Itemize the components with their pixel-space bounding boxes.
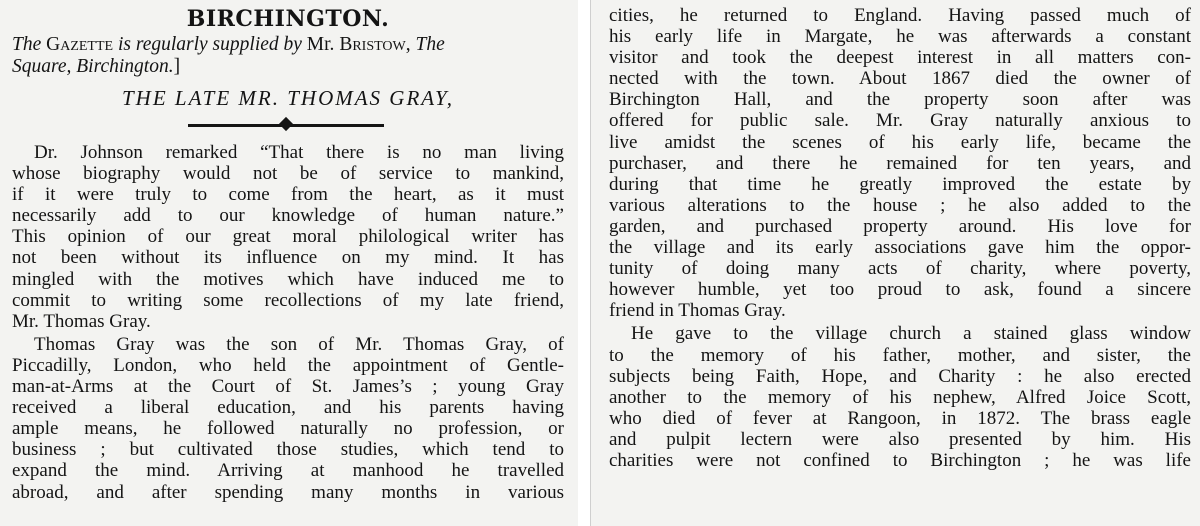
supply-gazette: Gazette bbox=[46, 34, 114, 55]
ornamental-rule bbox=[12, 116, 564, 134]
text-line: Thomas Gray was the son of Mr. Thomas Gray, of bbox=[34, 333, 564, 355]
text-line: subjects being Faith, Hope, and Charity : he also erected bbox=[609, 365, 1191, 387]
paragraph-biography bbox=[12, 334, 564, 513]
text-line: friend in Thomas Gray. bbox=[609, 300, 786, 322]
text-line: live amidst the scenes of his early life, became the bbox=[609, 131, 1191, 153]
text-line: garden, and purchased property around. His love for bbox=[609, 215, 1191, 237]
paragraph-birchington-hall bbox=[609, 5, 1191, 321]
text-line: the village and its early associations gave him the oppor- bbox=[609, 237, 1191, 259]
cut-off-line bbox=[609, 471, 1191, 481]
left-column bbox=[0, 0, 579, 526]
text-line: purchaser, and there he remained for ten years, and bbox=[609, 152, 1191, 174]
text-line: Mr. Thomas Gray. bbox=[12, 310, 151, 332]
supply-place-start: The bbox=[415, 34, 445, 55]
supply-place: Square, Birchington. bbox=[12, 56, 174, 77]
supply-bracket: ] bbox=[173, 56, 181, 77]
paragraph-church-gifts bbox=[609, 323, 1191, 481]
rule-diamond-icon bbox=[279, 117, 293, 131]
text-line: received a liberal education, and his parents having bbox=[12, 397, 564, 419]
column-gutter bbox=[578, 0, 590, 526]
cut-off-line bbox=[12, 503, 564, 513]
text-line: Birchington Hall, and the property soon after was bbox=[609, 89, 1191, 111]
text-line: Dr. Johnson remarked “That there is no man living bbox=[34, 142, 564, 163]
supply-name: Bristow bbox=[339, 34, 406, 55]
text-line: tunity of doing many acts of charity, where poverty, bbox=[609, 258, 1191, 280]
text-line: He gave to the village church a stained glass window bbox=[631, 323, 1191, 345]
text-line: whose biography would not be of service to mankind, bbox=[12, 163, 564, 185]
right-column bbox=[590, 0, 1200, 526]
text-line: during that time he greatly improved the estate by bbox=[609, 173, 1191, 195]
text-line: commit to writing some recollections of my late friend, bbox=[12, 289, 564, 311]
supply-notice bbox=[12, 34, 564, 78]
article-title: THE LATE MR. THOMAS GRAY, bbox=[122, 86, 454, 110]
text-line: however humble, yet too proud to ask, found a sincere bbox=[609, 279, 1191, 301]
text-line: his early life in Margate, he was afterwards a constant bbox=[609, 26, 1191, 48]
text-line: abroad, and after spending many months in various bbox=[12, 481, 564, 503]
text-line: who died of fever at Rangoon, in 1872. The brass eagle bbox=[609, 407, 1191, 429]
text-line: expand the mind. Arriving at manhood he travelled bbox=[12, 460, 564, 482]
supply-mr: Mr. bbox=[306, 34, 340, 55]
text-line: ample means, he followed naturally no profession, or bbox=[12, 418, 564, 440]
text-line: if it were truly to come from the heart, as it must bbox=[12, 184, 564, 206]
text-line: nected with the town. About 1867 died the owner of bbox=[609, 68, 1191, 90]
text-line: to the memory of his father, mother, and sister, the bbox=[609, 344, 1191, 366]
supply-text: is regularly supplied by bbox=[113, 34, 307, 55]
text-line: This opinion of our great moral philological writer has bbox=[12, 226, 564, 248]
supply-the: The bbox=[12, 34, 47, 55]
supply-comma: , bbox=[405, 34, 416, 55]
paragraph-johnson bbox=[12, 142, 564, 332]
text-line: charities were not confined to Birchington ; he was life bbox=[609, 449, 1191, 471]
text-line: man-at-Arms at the Court of St. James’s ; young Gray bbox=[12, 376, 564, 398]
text-line: necessarily add to our knowledge of human nature.” bbox=[12, 205, 564, 227]
text-line: various alterations to the house ; he also added to the bbox=[609, 194, 1191, 216]
section-heading: BIRCHINGTON. bbox=[186, 6, 390, 32]
text-line: and pulpit lectern were also presented by him. His bbox=[609, 428, 1191, 450]
text-line: business ; but cultivated those studies, which tend to bbox=[12, 439, 564, 461]
text-line: not been without its influence on my mind. It has bbox=[12, 247, 564, 269]
text-line: mingled with the motives which have induced me to bbox=[12, 268, 564, 290]
text-line: visitor and took the deepest interest in all matters con- bbox=[609, 47, 1191, 69]
text-line: cities, he returned to England. Having passed much of bbox=[609, 5, 1191, 26]
text-line: another to the memory of his nephew, Alfred Joice Scott, bbox=[609, 386, 1191, 408]
text-line: Piccadilly, London, who held the appointment of Gentle- bbox=[12, 354, 564, 376]
text-line: offered for public sale. Mr. Gray naturally anxious to bbox=[609, 110, 1191, 132]
